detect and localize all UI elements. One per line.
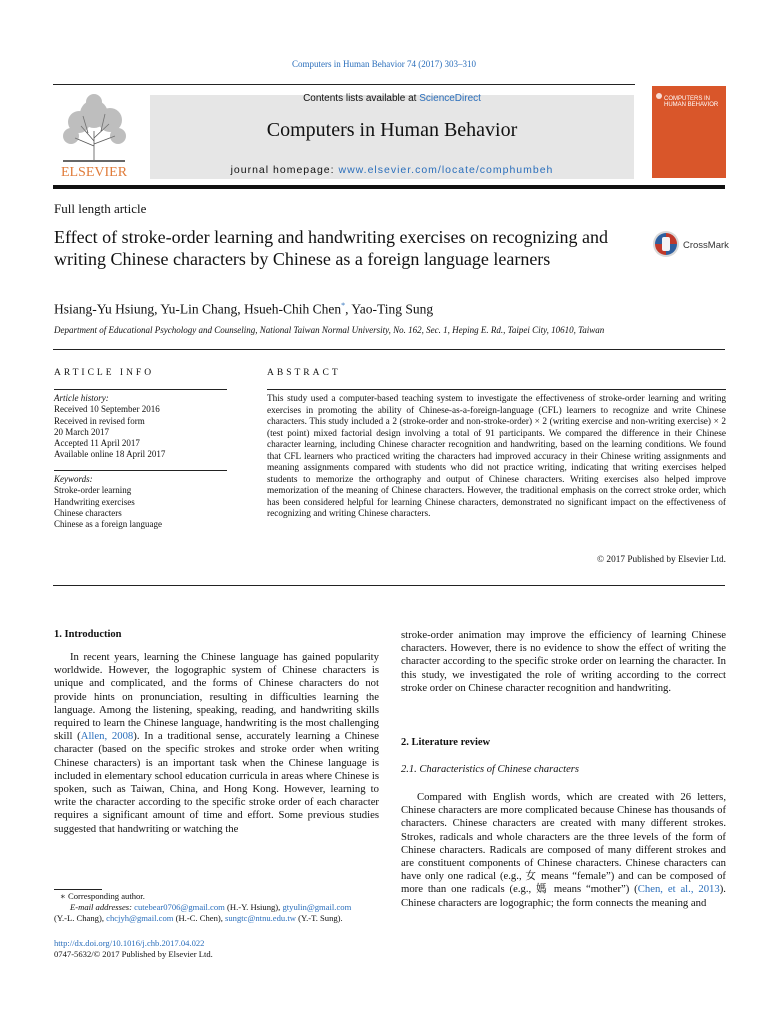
- history-item: Received in revised form: [54, 415, 145, 426]
- history-item: 20 March 2017: [54, 426, 109, 437]
- keywords-label: Keywords:: [54, 474, 93, 484]
- characteristics-paragraph: [401, 791, 726, 910]
- abstract-text: This study used a computer-based teaching system to investigate the effectiveness of stroke-order learning and writing exercises in promoting the ability of Chinese-as-a-foreign-language (CFL) learners to recognize and write Chinese characters. This study included a 2 (stroke-order and non-stroke-order) × 2 (writing exercise and non-writing exercise) × 2 (test point) mixed factorial design involving a total of 91 participants. We compared the difference in their Chinese character learning, including Chinese character recognition and handwriting, based on the learning conditions. We found that CFL learners who practiced writing the characters had improved accuracy in their Chinese writing assignments and meaning assignments compared with students who did not practice writing, indicating that writing exercises helped students to memorize the orthography and output of Chinese characters. Writing exercises also helped improve memorization of the meaning of Chinese characters. However, the traditional emphasis on the correct stroke order, which has been considered helpful for learning Chinese characters, demonstrated no significant impact on the effectiveness of recognizing and writing Chinese characters.: [267, 394, 726, 519]
- email-owner: (Y.-T. Sung).: [295, 913, 343, 923]
- homepage-link[interactable]: www.elsevier.com/locate/comphumbeh: [338, 164, 554, 176]
- contents-prefix: Contents lists available at: [303, 93, 420, 104]
- sciencedirect-link[interactable]: ScienceDirect: [419, 93, 481, 104]
- introduction-heading: 1. Introduction: [54, 629, 122, 640]
- authors-part2: , Yao-Ting Sung: [345, 301, 434, 317]
- history-item: Accepted 11 April 2017: [54, 438, 140, 449]
- corresponding-author-mark[interactable]: *: [341, 301, 346, 310]
- email-owner: (H.-Y. Hsiung),: [224, 902, 283, 912]
- email-link[interactable]: sungtc@ntnu.edu.tw: [225, 913, 296, 923]
- citation-chen-2013-link[interactable]: Chen, et al., 2013: [637, 883, 720, 896]
- crossmark-button[interactable]: [652, 229, 742, 261]
- homepage-prefix: journal homepage:: [230, 164, 339, 176]
- intro-text-b: ). In a traditional sense, accurately learning a Chinese character (based on the specific strokes and stroke order when writing Chinese characters) is an important task when the Chinese language is included in elementary school education curricula in areas where Chinese is spoken, such as Taiwan, China, and Hong Kong. However, learning to write the character according to the specific stroke order of each character requires a significant amount of time and effort. Some previous studies suggested that handwriting or watching the: [54, 730, 379, 835]
- cover-emblem-icon: [655, 92, 663, 100]
- history-item: Available online 18 April 2017: [54, 449, 166, 460]
- keyword-item: Stroke-order learning: [54, 485, 132, 496]
- keyword-item: Handwriting exercises: [54, 496, 135, 507]
- authors-part1: Hsiang-Yu Hsiung, Yu-Lin Chang, Hsueh-Chih Chen: [54, 301, 342, 317]
- keywords-rule: [54, 470, 227, 471]
- intro-text-a: In recent years, learning the Chinese language has gained popularity worldwide. However, the logographic system of Chinese characters is unique and complicated, and the forms of Chinese characters do not provide hints on pronunciation, resulting in difficulties learning the language. Among the listening, speaking, reading, and handwriting skills required to learn the Chinese language, handwriting is the most challenging skill (: [54, 651, 379, 743]
- svg-text:ELSEVIER: ELSEVIER: [60, 165, 128, 178]
- email-owner: (Y.-L. Chang),: [54, 913, 107, 923]
- history-label: Article history:: [54, 393, 109, 403]
- elsevier-logo: [53, 86, 135, 178]
- journal-cover-image[interactable]: [652, 86, 726, 178]
- abstract-rule: [267, 389, 726, 390]
- citation-allen-2008-link[interactable]: Allen, 2008: [80, 730, 134, 743]
- article-type: Full length article: [54, 201, 147, 216]
- issn-line: 0747-5632/© 2017 Published by Elsevier Ltd.: [54, 949, 213, 959]
- characteristics-text-a: Compared with English words, which are created with 26 letters, Chinese characters are more complicated because Chinese has thousands of characters. Chinese characters are created with many different strokes. Strokes, radicals and whole characters are the three levels of the form of Chinese characters. Radicals are composed of many different strokes and are constituent components of Chinese characters. Chinese characters can have only one radical (e.g., 女 means “female”) and can be composed of more than one radicals (e.g., 媽 means “mother”) (: [401, 791, 726, 896]
- article-title: Effect of stroke-order learning and handwriting exercises on recognizing and writing Chinese characters by Chinese as a foreign language learners: [54, 227, 608, 269]
- subsection-heading: 2.1. Characteristics of Chinese characters: [401, 764, 579, 775]
- header-thick-rule: [53, 185, 725, 189]
- corresponding-author-note: ∗ Corresponding author.: [60, 891, 145, 901]
- cover-title: COMPUTERS IN HUMAN BEHAVIOR: [664, 96, 719, 109]
- homepage-line: [150, 164, 634, 176]
- doi-link[interactable]: http://dx.doi.org/10.1016/j.chb.2017.04.022: [54, 938, 205, 948]
- keyword-item: Chinese characters: [54, 507, 122, 518]
- affiliation: Department of Educational Psychology and Counseling, National Taiwan Normal University, No. 162, Sec. 1, Heping E. Rd., Taipei City, 10610, Taiwan: [54, 325, 605, 335]
- title-block-rule: [53, 349, 725, 350]
- article-info-rule: [54, 389, 227, 390]
- literature-review-heading: 2. Literature review: [401, 737, 491, 748]
- journal-title: Computers in Human Behavior: [266, 119, 518, 141]
- front-matter-rule: [53, 585, 725, 586]
- email-label: E-mail addresses:: [70, 902, 135, 912]
- introduction-paragraph: [54, 651, 379, 836]
- article-history: [54, 393, 165, 461]
- article-info-heading: ARTICLE INFO: [54, 368, 155, 378]
- footnote-rule: [54, 889, 102, 890]
- abstract-copyright: © 2017 Published by Elsevier Ltd.: [597, 555, 726, 565]
- email-owner: (H.-C. Chen),: [173, 913, 226, 923]
- crossmark-label: CrossMark: [683, 240, 729, 251]
- header-top-rule: [53, 84, 635, 85]
- keywords-block: [54, 474, 162, 530]
- email-link[interactable]: cutebear0706@gmail.com: [134, 902, 225, 912]
- characteristics-text-b: ). Chinese characters are logographic; the form connects the meaning and: [401, 883, 726, 909]
- abstract-heading: ABSTRACT: [267, 368, 341, 378]
- journal-reference-link[interactable]: Computers in Human Behavior 74 (2017) 303–310: [292, 59, 476, 69]
- footnotes: [54, 891, 384, 924]
- keyword-item: Chinese as a foreign language: [54, 519, 162, 530]
- introduction-continued-paragraph: stroke-order animation may improve the efficiency of learning Chinese characters. However, there is no evidence to show the effect of writing the character according to the specific stroke order on learning the character. In this study, we investigated the role of writing according to the correct stroke order on Chinese character recognition and handwriting.: [401, 629, 726, 694]
- email-link[interactable]: gtyulin@gmail.com: [282, 902, 352, 912]
- contents-line: [150, 93, 634, 104]
- email-link[interactable]: chcjyh@gmail.com: [106, 913, 174, 923]
- history-item: Received 10 September 2016: [54, 404, 160, 415]
- author-list: [54, 301, 433, 318]
